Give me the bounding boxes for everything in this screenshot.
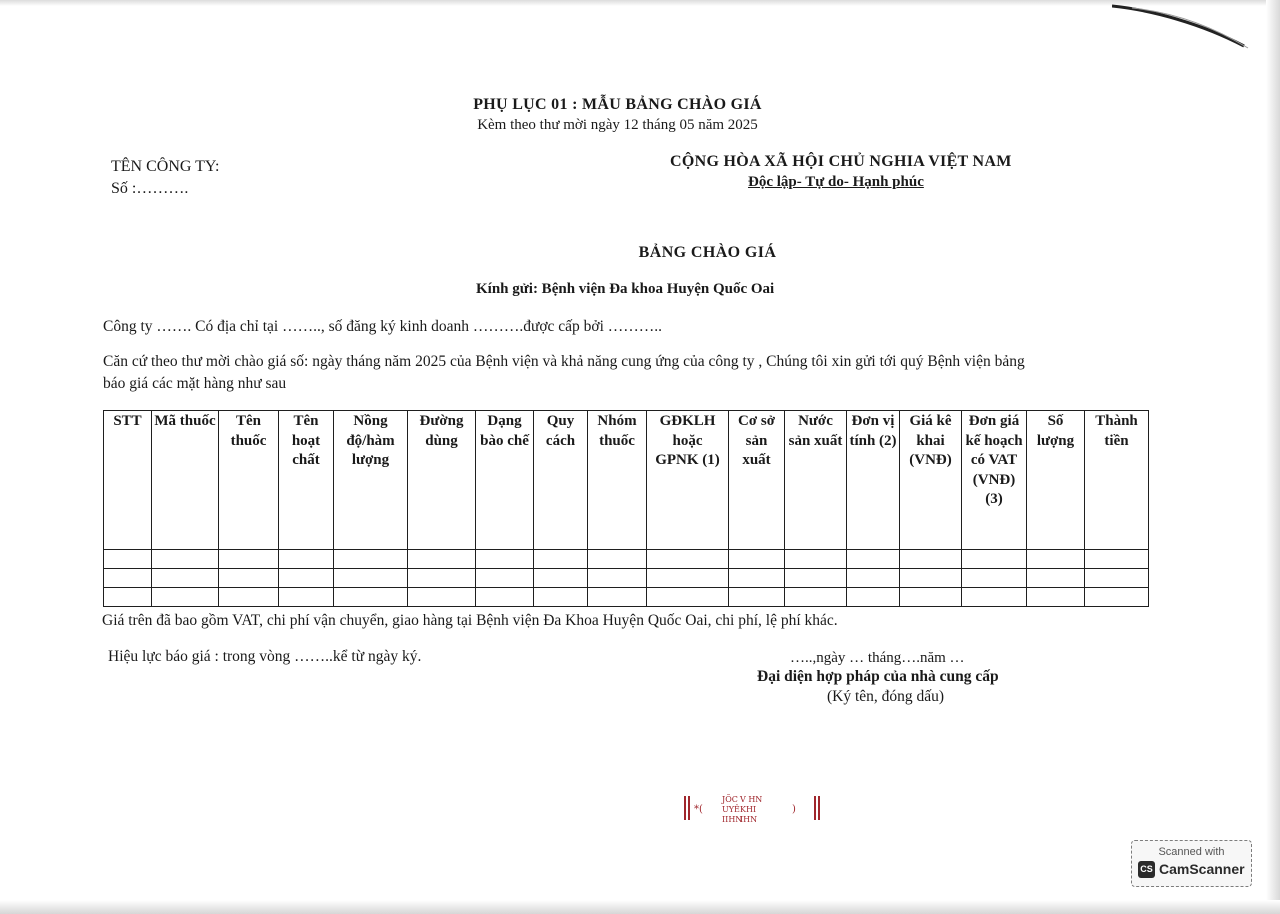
table-row [104,569,1149,588]
table-cell [588,569,647,588]
column-header-dosage-form: Dạng bào chế [476,411,534,550]
column-header-quantity: Số lượng [1027,411,1085,550]
intro-line-1: Công ty ……. Có địa chỉ tại …….., số đăng ký kinh doanh ……….được cấp bởi ……….. [103,318,663,335]
column-header-total: Thành tiền [1085,411,1149,550]
column-header-unit: Đơn vị tính (2) [847,411,900,550]
validity-line: Hiệu lực báo giá : trong vòng ……..kể từ ngày ký. [108,648,422,665]
camscanner-badge [1131,840,1252,887]
table-cell [104,569,152,588]
page-bottom-edge [0,900,1280,914]
table-cell [900,550,962,569]
table-row [104,550,1149,569]
table-cell [476,588,534,607]
table-cell [104,550,152,569]
table-cell [962,550,1027,569]
table-cell [647,569,729,588]
svg-text:UYÊ: UYÊ [722,805,740,814]
table-cell [785,569,847,588]
table-cell [962,569,1027,588]
price-quote-table [103,410,1149,607]
page-fold-mark [1112,4,1252,54]
table-row [104,588,1149,607]
document-title: BẢNG CHÀO GIÁ [638,244,777,261]
table-cell [1027,569,1085,588]
table-cell [1085,588,1149,607]
signature-note: (Ký tên, đóng dấu) [827,688,945,705]
nation-motto: Độc lập- Tự do- Hạnh phúc [748,174,924,190]
table-cell [534,569,588,588]
table-cell [534,550,588,569]
page-right-edge [1266,0,1280,914]
svg-text:V HN: V HN [740,795,763,804]
table-cell [104,588,152,607]
camscanner-name: CamScanner [1159,861,1245,877]
svg-text:KHI: KHI [740,805,757,814]
column-header-concentration: Nồng độ/hàm lượng [334,411,408,550]
greeting-line: Kính gửi: Bệnh viện Đa khoa Huyện Quốc Oai [476,281,775,297]
table-cell [785,588,847,607]
price-note: Giá trên đã bao gồm VAT, chi phí vận chuyển, giao hàng tại Bệnh viện Đa Khoa Huyện Quốc Oai, chi phí, lệ phí khác. [102,612,838,629]
column-header-manufacturer: Cơ sở sản xuất [729,411,785,550]
date-line: …..,ngày … tháng….năm … [790,650,965,666]
column-header-active-ingredient: Tên hoạt chất [279,411,334,550]
appendix-subtitle: Kèm theo thư mời ngày 12 tháng 05 năm 2025 [477,117,758,133]
table-cell [152,588,219,607]
column-header-planned-price: Đơn giá kế hoạch có VAT (VNĐ) (3) [962,411,1027,550]
column-header-stt: STT [104,411,152,550]
table-cell [408,569,476,588]
table-cell [279,588,334,607]
table-cell [219,569,279,588]
table-cell [647,550,729,569]
table-cell [334,569,408,588]
table-cell [1085,550,1149,569]
table-cell [1085,569,1149,588]
column-header-declared-price: Giá kê khai (VNĐ) [900,411,962,550]
table-cell [476,569,534,588]
svg-text:): ) [792,804,796,815]
table-cell [588,550,647,569]
appendix-title: PHỤ LỤC 01 : MẪU BẢNG CHÀO GIÁ [473,96,762,113]
table-cell [219,550,279,569]
table-cell [334,588,408,607]
column-header-registration: GĐKLH hoặc GPNK (1) [647,411,729,550]
table-cell [847,550,900,569]
intro-line-2: Căn cứ theo thư mời chào giá số: ngày tháng năm 2025 của Bệnh viện và khả năng cung ứng của công ty , Chúng tôi xin gửi tới quý Bệnh viện bảng [103,353,1025,370]
table-cell [279,569,334,588]
table-cell [729,569,785,588]
svg-text:*(: *( [694,804,703,815]
table-cell [900,588,962,607]
table-cell [408,588,476,607]
column-header-drug-name: Tên thuốc [219,411,279,550]
table-cell [152,550,219,569]
table-cell [219,588,279,607]
red-stamp-fragment [684,790,824,830]
page-top-edge [0,0,1280,6]
table-cell [647,588,729,607]
table-cell [729,550,785,569]
svg-text:JÕC: JÕC [722,795,738,804]
column-header-route: Đường dùng [408,411,476,550]
camscanner-caption: Scanned with [1158,846,1225,858]
table-cell [534,588,588,607]
table-cell [279,550,334,569]
camscanner-logo-icon: CS [1138,861,1155,878]
svg-text:IHN: IHN [740,815,758,824]
table-cell [152,569,219,588]
table-cell [408,550,476,569]
table-body [104,550,1149,607]
column-header-packaging: Quy cách [534,411,588,550]
company-name-label: TÊN CÔNG TY: [111,158,220,175]
column-header-country: Nước sản xuất [785,411,847,550]
table-cell [588,588,647,607]
table-cell [334,550,408,569]
nation-name: CỘNG HÒA XÃ HỘI CHỦ NGHIA VIỆT NAM [670,153,1012,170]
column-header-drug-group: Nhóm thuốc [588,411,647,550]
table-cell [847,588,900,607]
table-cell [476,550,534,569]
company-number-label: Số :………. [111,180,189,197]
intro-line-3: báo giá các mặt hàng như sau [103,375,287,392]
representative-label: Đại diện hợp pháp của nhà cung cấp [757,668,999,685]
table-cell [1027,550,1085,569]
table-cell [900,569,962,588]
column-header-drug-code: Mã thuốc [152,411,219,550]
table-cell [847,569,900,588]
table-cell [729,588,785,607]
table-cell [962,588,1027,607]
svg-text:IIHN: IIHN [722,815,743,824]
table-cell [785,550,847,569]
table-cell [1027,588,1085,607]
